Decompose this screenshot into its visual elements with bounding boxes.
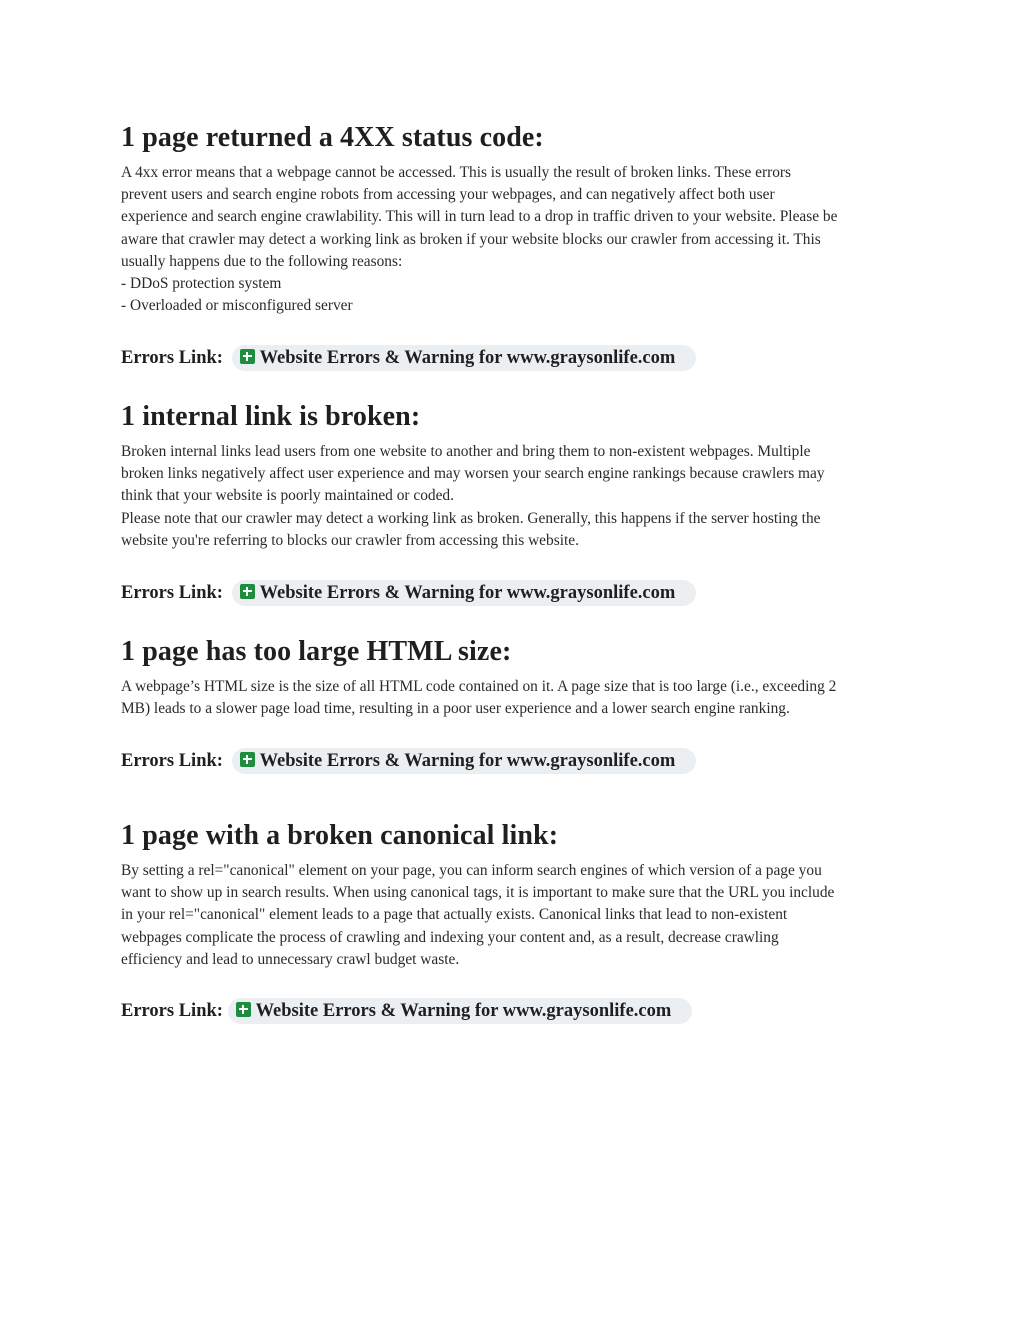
section-heading: 1 internal link is broken: [121,401,421,432]
description-line: think that your website is poorly maintained or coded. [121,487,454,505]
description-line: usually happens due to the following reasons: [121,252,403,270]
description-line: webpages complicate the process of crawling and indexing your content and, as a result, decrease crawling [121,928,779,946]
errors-link-label: Errors Link: [121,1000,223,1021]
errors-link-row [121,997,692,1024]
description-line: MB) leads to a slower page load time, resulting in a poor user experience and a lower search engine ranking. [121,700,790,718]
description-line: broken links negatively affect user experience and may worsen your search engine rankings because crawlers may [121,465,825,483]
description-line: want to show up in search results. When using canonical tags, it is important to make sure that the URL you include [121,884,835,902]
errors-link-text[interactable]: Website Errors & Warning for www.graysonlife.com [259,582,676,603]
errors-link-chip[interactable] [228,998,692,1024]
google-sheets-icon [236,1002,251,1017]
section-heading: 1 page has too large HTML size: [121,636,512,667]
errors-link-label: Errors Link: [121,347,223,368]
errors-link-chip[interactable] [232,345,696,371]
section-broken-internal-link [121,399,907,603]
section-4xx-status [121,120,907,368]
section-description [121,162,907,317]
description-line: A 4xx error means that a webpage cannot be accessed. This is usually the result of broken links. These errors [121,164,792,181]
description-line: - DDoS protection system [121,275,282,293]
description-line: Broken internal links lead users from one website to another and bring them to non-existent webpages. Multiple [121,443,811,460]
google-sheets-icon [240,584,255,599]
description-line: A webpage’s HTML size is the size of all HTML code contained on it. A page size that is too large (i.e., exceeding 2 [121,678,837,695]
description-line: - Overloaded or misconfigured server [121,297,353,315]
google-sheets-icon [240,349,255,364]
description-line: website you're referring to blocks our crawler from accessing this website. [121,531,579,549]
description-line: in your rel="canonical" element leads to a page that actually exists. Canonical links that lead to non-existent [121,906,788,924]
description-line: aware that crawler may detect a working link as broken if your website blocks our crawler from accessing it. This [121,230,821,248]
section-description [121,860,907,971]
errors-link-text[interactable]: Website Errors & Warning for www.graysonlife.com [255,1000,672,1021]
section-description [121,441,907,552]
description-line: efficiency and lead to unnecessary crawl budget waste. [121,950,460,968]
google-sheets-icon [240,752,255,767]
errors-link-row [121,579,696,606]
errors-link-text[interactable]: Website Errors & Warning for www.graysonlife.com [259,347,676,368]
section-large-html-size [121,634,907,771]
description-line: Please note that our crawler may detect a working link as broken. Generally, this happens if the server hosting the [121,509,821,527]
section-broken-canonical-link [121,818,907,1021]
section-heading: 1 page returned a 4XX status code: [121,122,544,153]
description-line: By setting a rel="canonical" element on your page, you can inform search engines of which version of a page you [121,862,822,879]
errors-link-text[interactable]: Website Errors & Warning for www.graysonlife.com [259,750,676,771]
errors-link-chip[interactable] [232,748,696,774]
errors-link-label: Errors Link: [121,750,223,771]
description-line: experience and search engine crawlability. This will in turn lead to a drop in traffic driven to your website. Please be [121,208,838,226]
errors-link-label: Errors Link: [121,582,223,603]
errors-link-row [121,747,696,774]
errors-link-chip[interactable] [232,580,696,606]
section-heading: 1 page with a broken canonical link: [121,820,559,851]
section-description [121,676,907,720]
errors-link-row [121,344,696,371]
description-line: prevent users and search engine robots from accessing your webpages, and can negatively affect both user [121,186,775,204]
